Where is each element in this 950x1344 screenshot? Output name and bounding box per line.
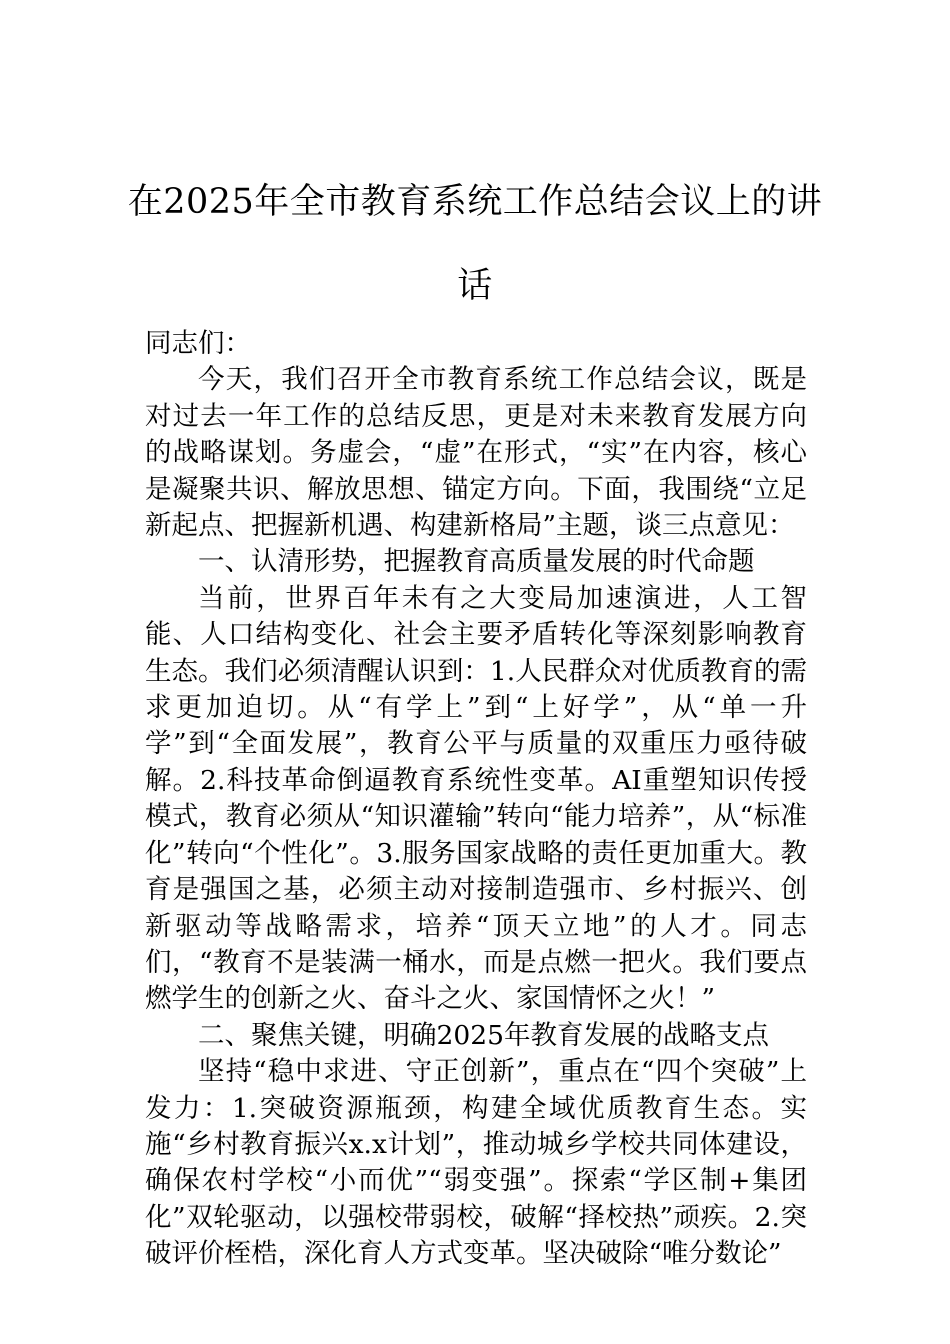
paragraph-section-2: 坚持“稳中求进、守正创新”，重点在“四个突破”上发力：1.突破资源瓶颈，构建全域优质教育生态。实施“乡村教育振兴x.x计划”，推动城乡学校共同体建设，确保农村学校“小而优”“弱变强”。探索“学区制+集团化”双轮驱动，以强校带弱校，破解“择校热”顽疾。2.突破评价桎梏，深化育人方式变革。坚决破除“唯分数论” bbox=[145, 1056, 807, 1270]
document-title: 在2025年全市教育系统工作总结会议上的讲话 bbox=[127, 182, 823, 306]
paragraph-section-1: 当前，世界百年未有之大变局加速演进，人工智能、人口结构变化、社会主要矛盾转化等深刻影响教育生态。我们必须清醒认识到：1.人民群众对优质教育的需求更加迫切。从“有学上”到“上好学”，从“单一升学”到“全面发展”，教育公平与质量的双重压力亟待破解。2.科技革命倒逼教育系统性变革。AI重塑知识传授模式，教育必须从“知识灌输”转向“能力培养”，从“标准化”转向“个性化”。3.服务国家战略的责任更加重大。教育是强国之基，必须主动对接制造强市、乡村振兴、创新驱动等战略需求，培养“顶天立地”的人才。同志们，“教育不是装满一桶水，而是点燃一把火。我们要点燃学生的创新之火、奋斗之火、家国情怀之火！” bbox=[145, 582, 807, 1015]
section-heading-1: 一、认清形势，把握教育高质量发展的时代命题 bbox=[198, 546, 755, 578]
salutation: 同志们： bbox=[145, 328, 251, 359]
paragraph-intro: 今天，我们召开全市教育系统工作总结会议，既是对过去一年工作的总结反思，更是对未来教育发展方向的战略谋划。务虚会，“虚”在形式，“实”在内容，核心是凝聚共识、解放思想、锚定方向。下面，我围绕“立足新起点、把握新机遇、构建新格局”主题，谈三点意见： bbox=[145, 364, 807, 542]
section-heading-2: 二、聚焦关键，明确2025年教育发展的战略支点 bbox=[198, 1019, 769, 1051]
document-body bbox=[145, 326, 807, 1273]
